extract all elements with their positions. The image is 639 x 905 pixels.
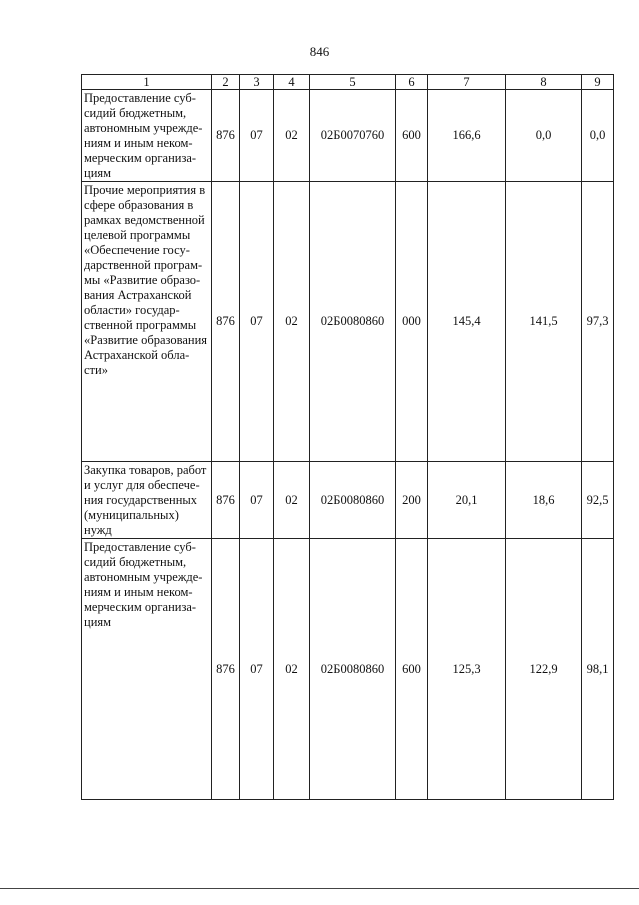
table-cell: 07 — [240, 182, 274, 462]
table-cell: 07 — [240, 539, 274, 800]
table-cell: 07 — [240, 462, 274, 539]
table-row — [82, 182, 614, 462]
row-name-cell — [82, 90, 212, 182]
column-header: 7 — [428, 75, 506, 90]
bottom-rule — [0, 888, 639, 889]
column-header: 6 — [396, 75, 428, 90]
table-cell: 18,6 — [506, 462, 582, 539]
table-cell: 876 — [212, 90, 240, 182]
table-row — [82, 539, 614, 800]
table-cell: 92,5 — [582, 462, 614, 539]
table-cell: 876 — [212, 182, 240, 462]
row-name: Закупка товаров, работ и услуг для обеспече- ния государственных (муниципальных) нужд — [84, 463, 207, 537]
table-cell: 02 — [274, 539, 310, 800]
table-cell: 000 — [396, 182, 428, 462]
column-header: 8 — [506, 75, 582, 90]
column-header: 2 — [212, 75, 240, 90]
table-cell: 02Б0070760 — [310, 90, 396, 182]
row-name: Предоставление суб- сидий бюджетным, автономным учрежде- ниям и иным неком- мерческим организа- циям — [84, 540, 203, 629]
column-header: 5 — [310, 75, 396, 90]
column-header: 1 — [82, 75, 212, 90]
table-cell: 02Б0080860 — [310, 539, 396, 800]
table-cell: 145,4 — [428, 182, 506, 462]
table-cell: 02 — [274, 182, 310, 462]
table-row — [82, 90, 614, 182]
table-cell: 125,3 — [428, 539, 506, 800]
table-cell: 02Б0080860 — [310, 182, 396, 462]
table-cell: 200 — [396, 462, 428, 539]
row-name-cell — [82, 462, 212, 539]
row-name-cell — [82, 539, 212, 800]
table-cell: 07 — [240, 90, 274, 182]
table-cell: 141,5 — [506, 182, 582, 462]
table-cell: 02 — [274, 462, 310, 539]
budget-table — [81, 74, 614, 800]
table-cell: 166,6 — [428, 90, 506, 182]
table-cell: 97,3 — [582, 182, 614, 462]
column-header: 4 — [274, 75, 310, 90]
table-cell: 876 — [212, 539, 240, 800]
table-cell: 0,0 — [506, 90, 582, 182]
row-name: Предоставление суб- сидий бюджетным, автономным учрежде- ниям и иным неком- мерческим организа- циям — [84, 91, 203, 180]
table-row — [82, 462, 614, 539]
table-cell: 20,1 — [428, 462, 506, 539]
page-number: 846 — [309, 44, 330, 59]
row-name-cell — [82, 182, 212, 462]
header-row — [82, 75, 614, 90]
table-cell: 876 — [212, 462, 240, 539]
table-cell: 600 — [396, 90, 428, 182]
table-cell: 98,1 — [582, 539, 614, 800]
table-cell: 02Б0080860 — [310, 462, 396, 539]
table-cell: 600 — [396, 539, 428, 800]
table-cell: 122,9 — [506, 539, 582, 800]
column-header: 3 — [240, 75, 274, 90]
table-cell: 02 — [274, 90, 310, 182]
table-cell: 0,0 — [582, 90, 614, 182]
column-header: 9 — [582, 75, 614, 90]
row-name: Прочие мероприятия в сфере образования в рамках ведомственной целевой программы «Обеспечение госу- дарственной програм- мы «Развитие образо- вания Астраханской области» государ- ственной программы «Развитие образования Астраханской обла- сти» — [84, 183, 208, 377]
